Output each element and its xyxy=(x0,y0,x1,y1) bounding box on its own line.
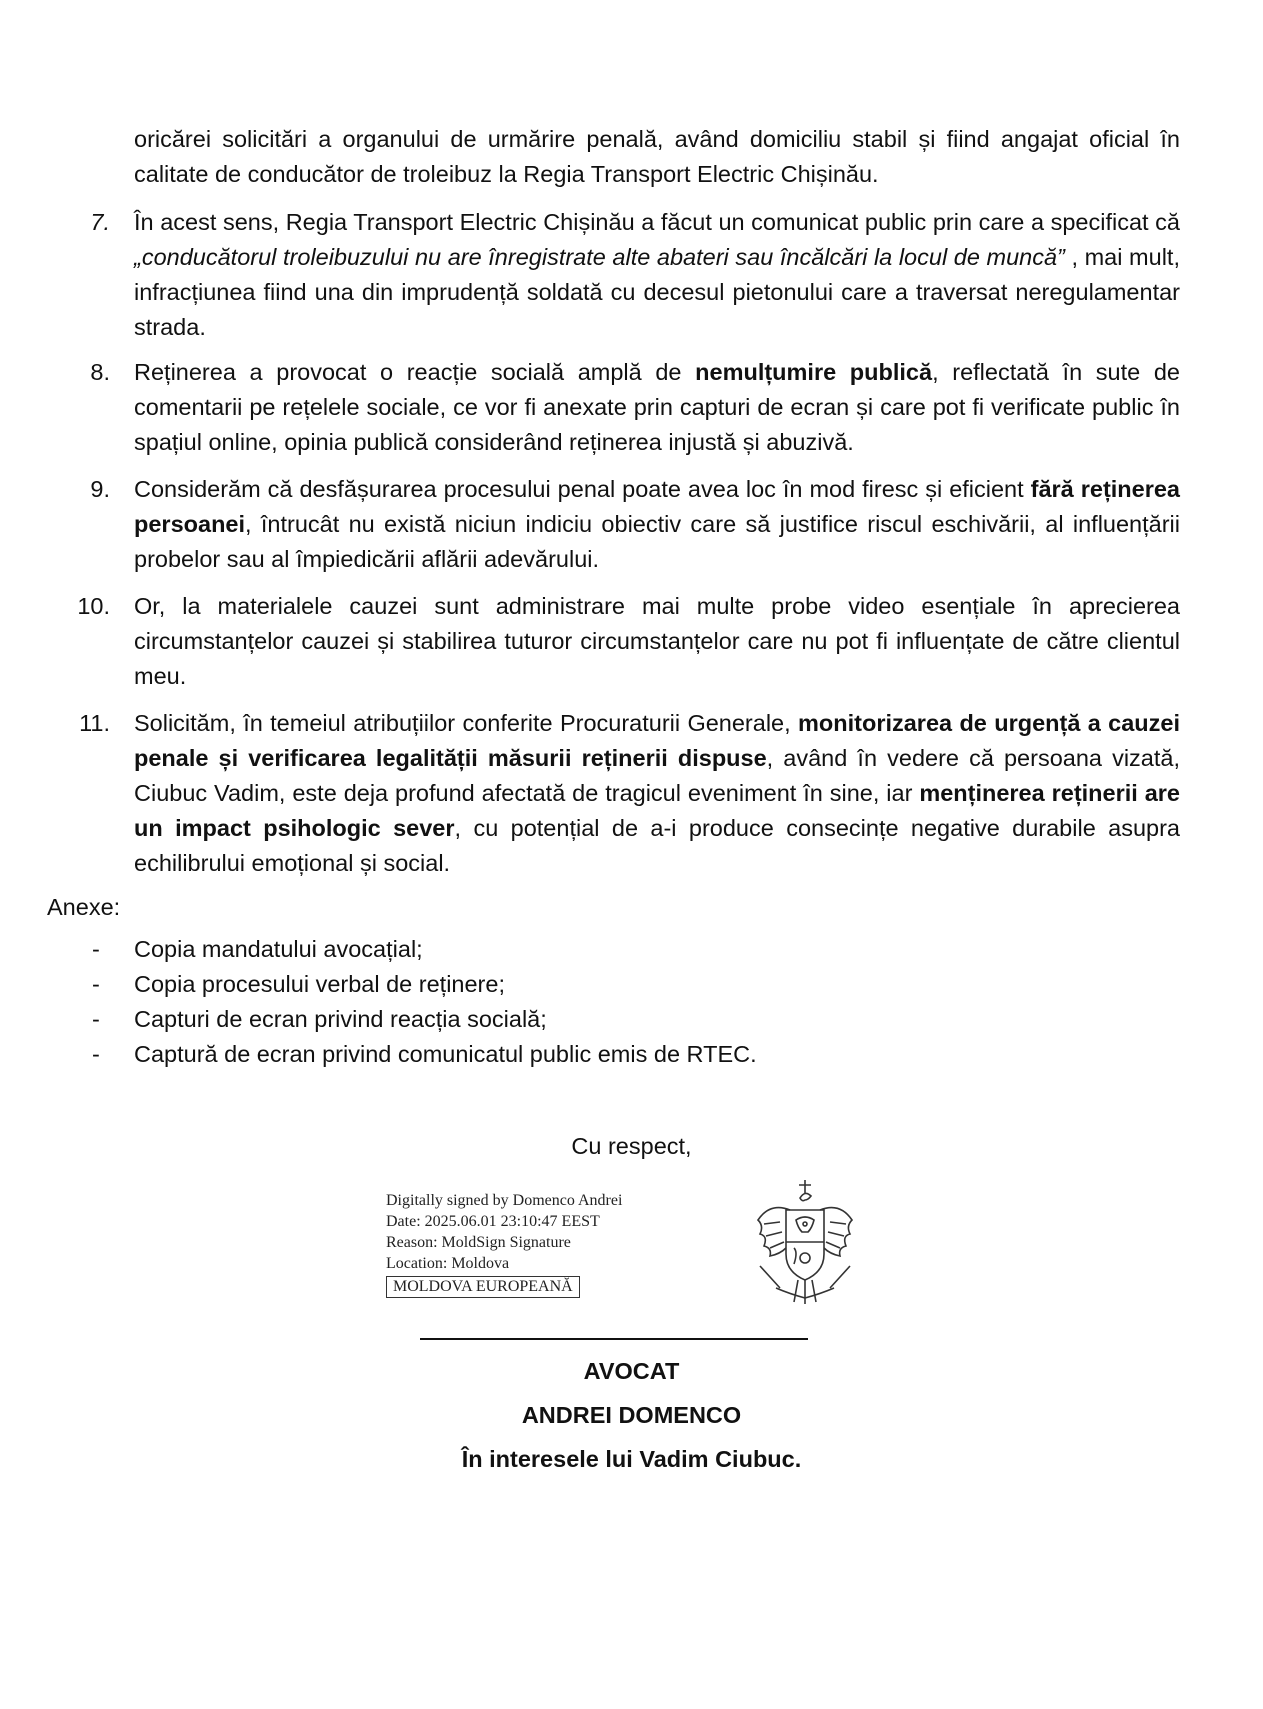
paragraph-text: În acest sens, Regia Transport Electric Chișinău a făcut un comunicat public prin care a specificat că xyxy=(134,209,1180,235)
paragraph-number-7: 7. xyxy=(90,209,110,235)
paragraph-11 xyxy=(134,706,1180,881)
paragraph-text: Or, la materialele cauzei sunt administrare mai multe probe video esențiale în aprecierea circumstanțelor cauzei și stabilirea tuturor circumstanțelor care nu pot fi influențate de către clientul meu. xyxy=(134,593,1180,689)
annex-item-text: Captură de ecran privind comunicatul public emis de RTEC. xyxy=(134,1041,757,1067)
annex-item xyxy=(92,1037,757,1072)
paragraph-8 xyxy=(134,355,1180,460)
paragraph-text: oricărei solicitări a organului de urmărire penală, având domiciliu stabil și fiind angajat oficial în calitate de conducător de troleibuz la Regia Transport Electric Chișinău. xyxy=(134,126,1180,187)
paragraph-number-10: 10. xyxy=(77,593,110,619)
signature-underline xyxy=(420,1338,808,1340)
paragraph-text: , având în vedere că persoana vizată, Ciubuc Vadim, este deja profund afectată de tragicul eveniment în sine, iar xyxy=(134,745,1180,806)
annex-item xyxy=(92,932,423,967)
bold-text: monitorizarea de urgență a cauzei penale și verificarea legalității măsurii reținerii dispuse xyxy=(134,710,1180,771)
signer-behalf: În interesele lui Vadim Ciubuc. xyxy=(461,1446,802,1472)
annex-item-text: Capturi de ecran privind reacția socială; xyxy=(134,1006,547,1032)
signature-label-box: MOLDOVA EUROPEANĂ xyxy=(386,1276,580,1298)
coat-of-arms-icon xyxy=(750,1176,860,1314)
signature-line: Digitally signed by Domenco Andrei xyxy=(386,1192,623,1209)
paragraph-text: Considerăm că desfășurarea procesului penal poate avea loc în mod firesc și eficient xyxy=(134,476,1031,502)
signature-date: Date: 2025.06.01 23:10:47 EEST xyxy=(386,1213,600,1230)
annex-item-text: Copia mandatului avocațial; xyxy=(134,936,423,962)
paragraph-text: , întrucât nu există niciun indiciu obiectiv care să justifice riscul eschivării, al influențării probelor sau al împiedicării aflării adevărului. xyxy=(134,511,1180,572)
paragraph-10 xyxy=(134,589,1180,694)
closing-text: Cu respect, xyxy=(571,1133,692,1159)
digital-signature xyxy=(386,1190,686,1298)
bold-text: nemulțumire publică xyxy=(695,359,933,385)
paragraph-text: , mai mult, infracțiunea fiind una din imprudență soldată cu decesul pietonului care a traversat neregulamentar strada. xyxy=(134,244,1180,340)
list-dash: - xyxy=(92,1041,100,1067)
list-dash: - xyxy=(92,1006,100,1032)
paragraph-text: Reținerea a provocat o reacție socială amplă de xyxy=(134,359,696,385)
paragraph-9 xyxy=(134,472,1180,577)
paragraph-number-8: 8. xyxy=(90,359,110,385)
annexes-title: Anexe: xyxy=(47,894,121,920)
list-dash: - xyxy=(92,971,100,997)
bold-text: fără reținerea persoanei xyxy=(134,476,1181,537)
annex-item xyxy=(92,1002,547,1037)
signature-location: Location: Moldova xyxy=(386,1255,510,1272)
paragraph-number-9: 9. xyxy=(90,476,110,502)
signer-name: ANDREI DOMENCO xyxy=(521,1402,742,1428)
annex-item-text: Copia procesului verbal de reținere; xyxy=(134,971,505,997)
annex-item xyxy=(92,967,505,1002)
list-dash: - xyxy=(92,936,100,962)
quote-text: „conducătorul troleibuzului nu are înregistrate alte abateri sau încălcări la locul de muncă” xyxy=(134,244,1065,270)
bold-text: menținerea reținerii are un impact psihologic sever xyxy=(134,780,1180,841)
paragraph-number-11: 11. xyxy=(79,710,110,736)
signer-role: AVOCAT xyxy=(583,1358,680,1384)
paragraph-text: Solicităm, în temeiul atribuțiilor conferite Procuraturii Generale, xyxy=(134,710,798,736)
paragraph-7 xyxy=(134,205,1180,345)
signature-reason: Reason: MoldSign Signature xyxy=(386,1234,571,1251)
paragraph-text: , reflectată în sute de comentarii pe rețelele sociale, ce vor fi anexate prin capturi de ecran și care pot fi verificate public în spațiul online, opinia publică considerând reținerea injustă și abuzivă. xyxy=(134,359,1180,455)
paragraph-continuation xyxy=(134,122,1180,192)
paragraph-text: , cu potențial de a-i produce consecințe negative durabile asupra echilibrului emoțional și social. xyxy=(134,815,1180,876)
